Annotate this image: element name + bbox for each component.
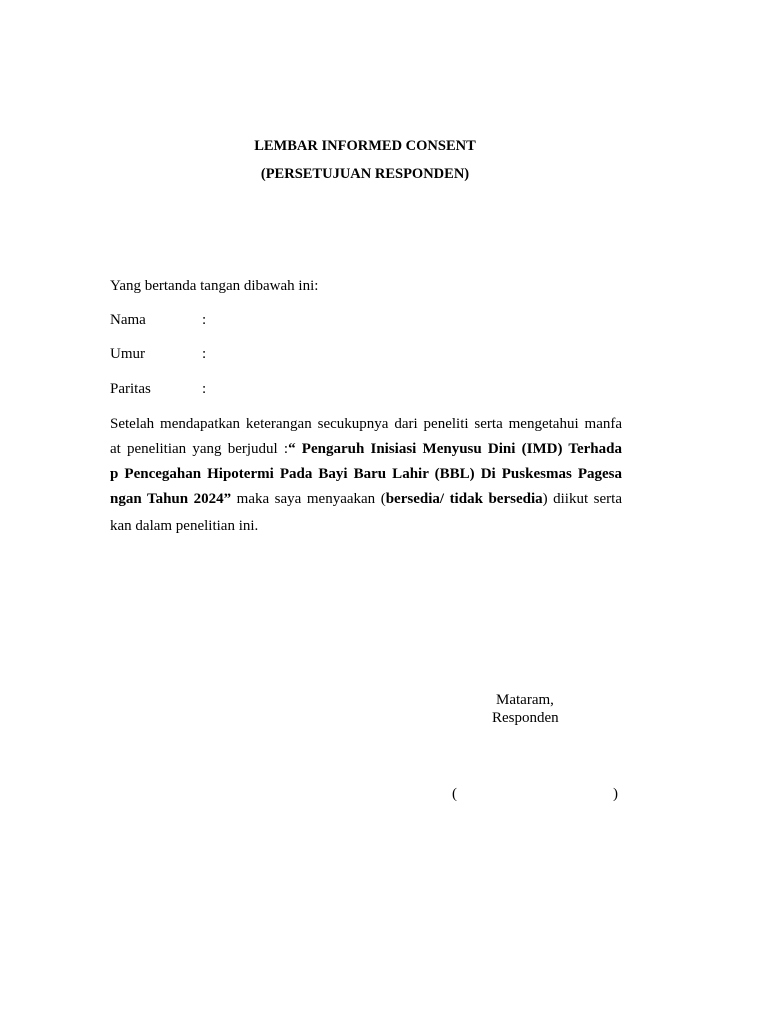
field-label-umur: Umur [110,346,145,362]
field-colon-paritas: : [202,381,207,397]
document-title: LEMBAR INFORMED CONSENT [254,138,476,154]
intro-text: Yang bertanda tangan dibawah ini: [110,278,319,294]
consent-paragraph-line-4 [110,491,622,508]
signature-paren-open: ( [452,786,457,802]
document-subtitle: (PERSETUJUAN RESPONDEN) [260,166,470,182]
signature-city: Mataram, [496,692,554,708]
research-title-part-3: ngan Tahun 2024” [110,491,232,507]
consent-paragraph-line-1: Setelah mendapatkan keterangan secukupnya dari peneliti serta mengetahui manfa [110,416,622,432]
signature-role: Responden [492,710,559,726]
consent-choice: bersedia/ tidak bersedia [385,491,543,507]
consent-text-plain: ) diikut serta [542,491,622,507]
research-title-part-1: “ Pengaruh Inisiasi Menyusu Dini (IMD) Terhada [288,441,622,457]
field-label-nama: Nama [110,312,146,328]
research-title-part-2: p Pencegahan Hipotermi Pada Bayi Baru Lahir (BBL) Di Puskesmas Pagesa [110,466,622,482]
signature-paren-close: ) [613,786,618,802]
consent-paragraph-line-3 [110,466,622,483]
consent-text-plain: maka saya menyaakan ( [231,491,386,507]
field-colon-umur: : [202,346,207,362]
consent-paragraph-line-5: kan dalam penelitian ini. [110,518,259,534]
field-label-paritas: Paritas [110,381,151,397]
field-colon-nama: : [202,312,207,328]
consent-paragraph-line-2 [110,441,622,458]
consent-text-plain: at penelitian yang berjudul : [110,441,289,457]
